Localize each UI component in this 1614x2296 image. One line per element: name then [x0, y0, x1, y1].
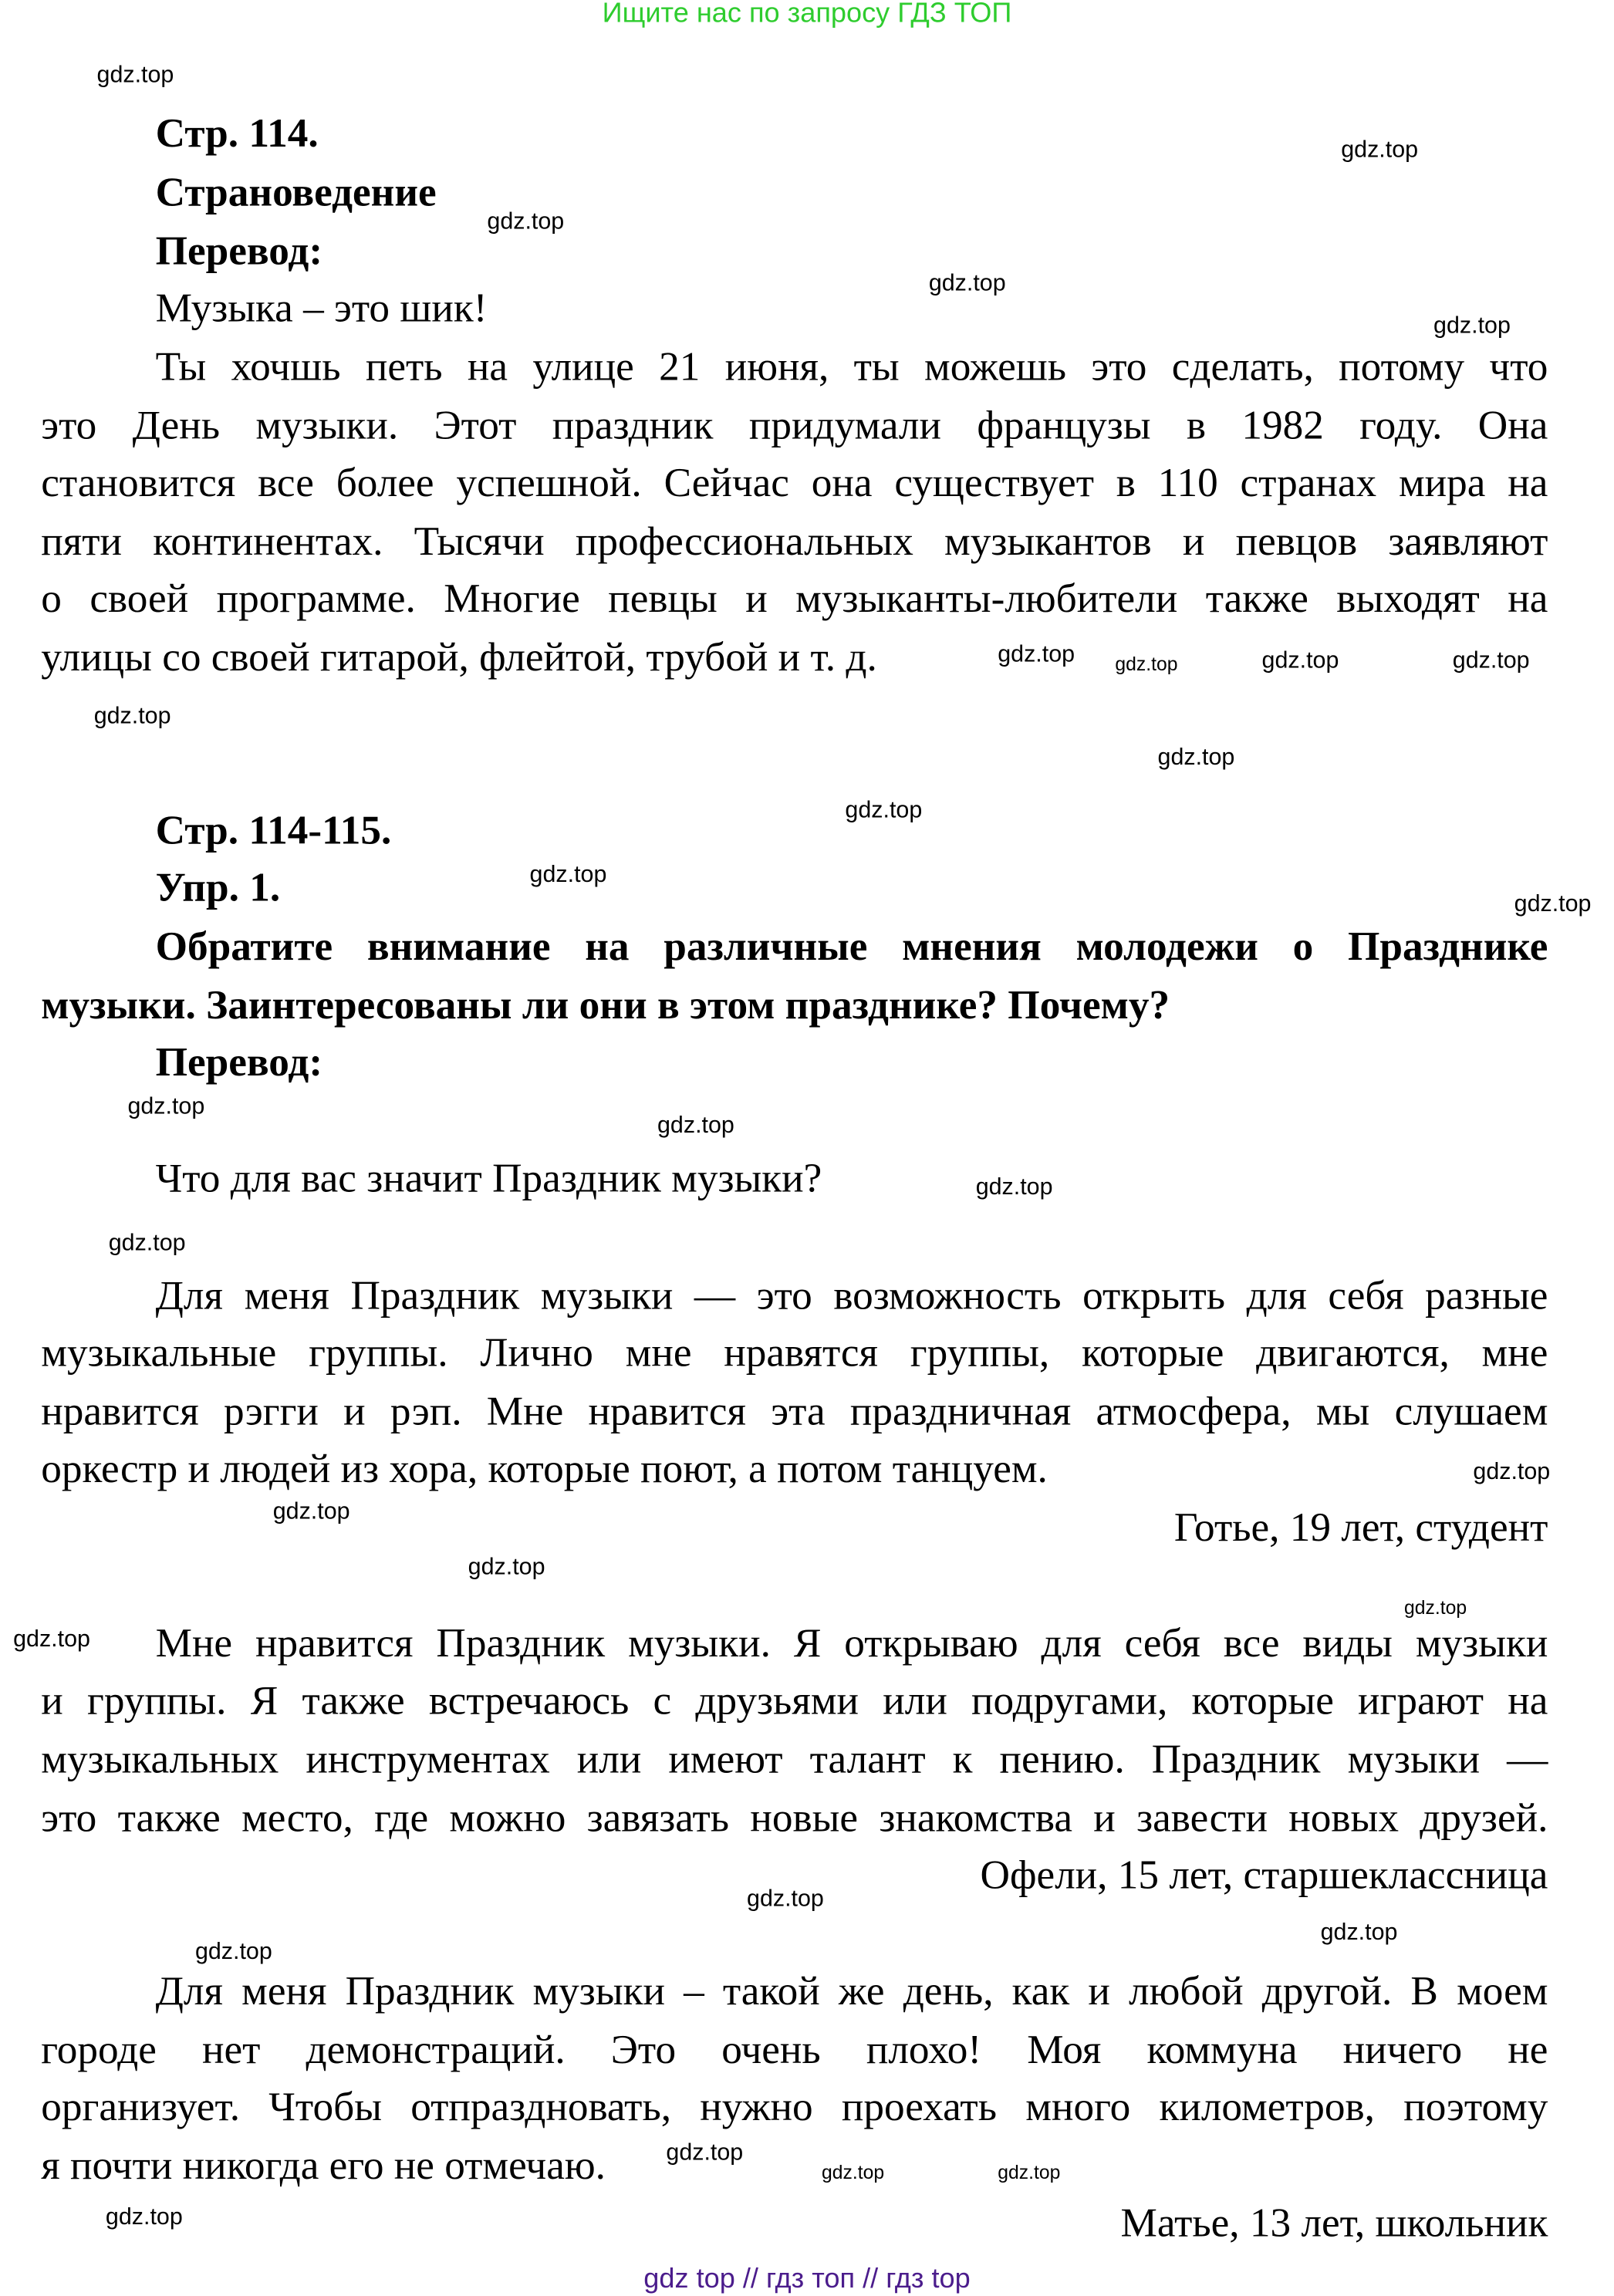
answer-line: и группы. Я также встречаюсь с друзьями или подругами, которые играют на [41, 1678, 1548, 1724]
answer-line: я почти никогда его не отмечаю. [41, 2143, 606, 2190]
watermark: gdz.top [13, 1627, 90, 1653]
watermark: gdz.top [1404, 1596, 1467, 1619]
text-line: улицы со своей гитарой, флейтой, трубой и т. д. [41, 635, 877, 681]
watermark: gdz.top [96, 62, 174, 89]
answer-line: это также место, где можно завязать новые знакомства и завести новых друзей. [41, 1795, 1548, 1842]
answer-line: Для меня Праздник музыки – такой же день, как и любой другой. В моем [155, 1969, 1548, 2015]
watermark: gdz.top [1514, 892, 1592, 917]
answer-line: Для меня Праздник музыки — это возможность открыть для себя разные [155, 1273, 1548, 1319]
watermark: gdz.top [272, 1499, 350, 1524]
question: Что для вас значит Праздник музыки? [155, 1156, 822, 1202]
watermark: gdz.top [105, 2205, 183, 2230]
text-line: пяти континентах. Тысячи профессиональных музыкантов и певцов заявляют [41, 519, 1548, 566]
text-line: это День музыки. Этот праздник придумали французы в 1982 году. Она [41, 403, 1548, 449]
watermark: gdz.top [1473, 1460, 1551, 1485]
watermark: gdz.top [1157, 745, 1235, 771]
text-title: Музыка – это шик! [155, 285, 488, 332]
watermark: gdz.top [1115, 653, 1178, 675]
answer-author: Матье, 13 лет, школьник [1120, 2200, 1548, 2247]
task-line: Обратите внимание на различные мнения молодежи о Празднике [155, 924, 1548, 971]
translation-label: Перевод: [155, 228, 323, 275]
watermark: gdz.top [666, 2140, 744, 2166]
watermark: gdz.top [1261, 648, 1339, 674]
watermark: gdz.top [928, 271, 1006, 297]
exercise-number: Упр. 1. [155, 866, 281, 912]
watermark: gdz.top [822, 2161, 885, 2183]
answer-author: Офели, 15 лет, старшеклассница [980, 1852, 1548, 1899]
watermark: gdz.top [529, 863, 607, 888]
watermark: gdz.top [1341, 137, 1419, 164]
watermark: gdz.top [127, 1094, 205, 1120]
watermark: gdz.top [1320, 1920, 1398, 1946]
answer-line: нравится рэгги и рэп. Мне нравится эта праздничная атмосфера, мы слушаем [41, 1389, 1548, 1435]
watermark: gdz.top [1433, 313, 1511, 339]
watermark: gdz.top [468, 1555, 545, 1581]
answer-line: музыкальные группы. Лично мне нравятся группы, которые двигаются, мне [41, 1330, 1548, 1376]
watermark: gdz.top [194, 1940, 272, 1965]
text-line: становится все более успешной. Сейчас она существует в 110 странах мира на [41, 461, 1548, 507]
text-line: Ты хочшь петь на улице 21 июня, ты можешь это сделать, потому что [155, 344, 1548, 390]
watermark: gdz.top [747, 1886, 824, 1913]
page-number: Стр. 114. [155, 111, 319, 157]
watermark: gdz.top [487, 209, 565, 235]
watermark: gdz.top [108, 1231, 186, 1256]
watermark: gdz.top [975, 1175, 1053, 1200]
text-line: о своей программе. Многие певцы и музыканты-любители также выходят на [41, 576, 1548, 623]
watermark: gdz.top [845, 798, 923, 823]
answer-line: Мне нравится Праздник музыки. Я открываю для себя все виды музыки [155, 1621, 1548, 1667]
watermark: gdz.top [998, 2161, 1061, 2183]
answer-line: музыкальных инструментах или имеют талант к пению. Праздник музыки — [41, 1737, 1548, 1783]
page-number: Стр. 114-115. [155, 808, 392, 854]
topic-heading: Страноведение [155, 170, 437, 216]
answer-line: оркестр и людей из хора, которые поют, а потом танцуем. [41, 1447, 1048, 1493]
watermark: gdz.top [1452, 648, 1530, 674]
task-line: музыки. Заинтересованы ли они в этом празднике? Почему? [41, 983, 1170, 1029]
answer-line: городе нет демонстраций. Это очень плохо! Моя коммуна ничего не [41, 2028, 1548, 2074]
answer-line: организует. Чтобы отпраздновать, нужно проехать много километров, поэтому [41, 2085, 1548, 2131]
translation-label: Перевод: [155, 1040, 323, 1086]
footer-banner[interactable]: gdz top // гдз топ // гдз top [643, 2264, 971, 2295]
watermark: gdz.top [998, 642, 1075, 668]
watermark: gdz.top [657, 1113, 734, 1139]
answer-author: Готье, 19 лет, студент [1173, 1505, 1548, 1551]
watermark: gdz.top [93, 704, 171, 730]
header-banner[interactable]: Ищите нас по запросу ГДЗ ТОП [602, 0, 1012, 30]
